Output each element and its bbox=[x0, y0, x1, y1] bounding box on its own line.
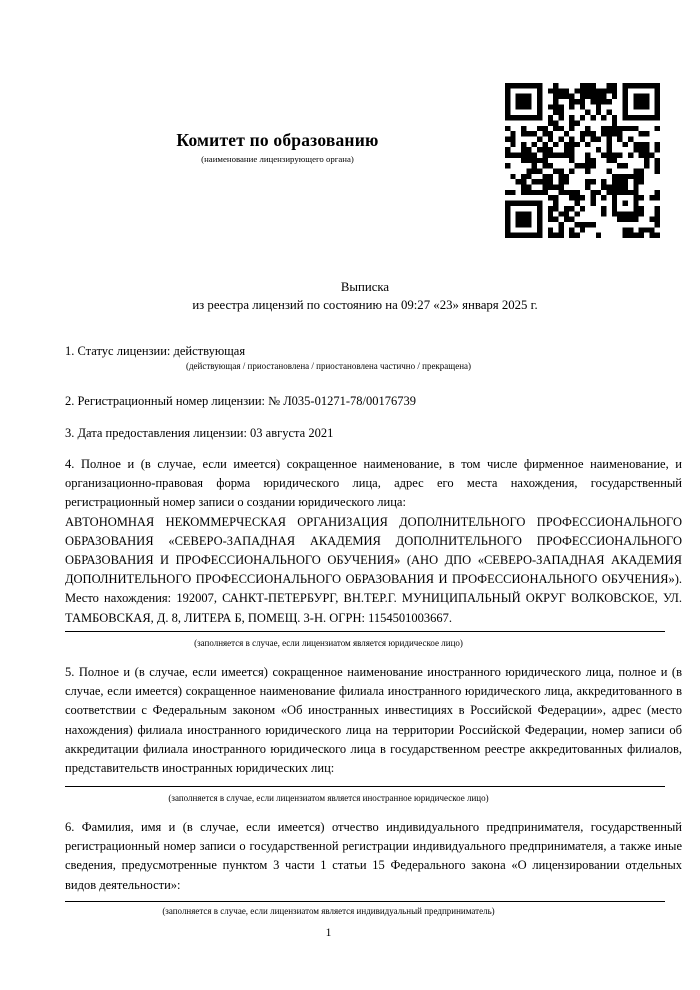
separator-line-foreign-entity bbox=[65, 786, 665, 787]
field-legal-entity bbox=[65, 455, 682, 628]
field-legal-entity-intro: 4. Полное и (в случае, если имеется) сокращенное наименование, в том числе фирменное наименование, и организационно-правовая форма юридического лица, адрес его места нахождения, государственный регистрационный номер записи о создании юридического лица: bbox=[65, 457, 682, 510]
licensing-authority-block bbox=[65, 130, 490, 164]
separator-line-individual-entrepreneur bbox=[65, 901, 665, 902]
qr-code-icon bbox=[505, 83, 660, 238]
field-legal-entity-value: АВТОНОМНАЯ НЕКОММЕРЧЕСКАЯ ОРГАНИЗАЦИЯ ДОПОЛНИТЕЛЬНОГО ПРОФЕССИОНАЛЬНОГО ОБРАЗОВАНИЯ «СЕВЕРО-ЗАПАДНАЯ АКАДЕМИЯ ДОПОЛНИТЕЛЬНОГО ПРОФЕССИОНАЛЬНОГО ОБРАЗОВАНИЯ И ПРОФЕССИОНАЛЬНОГО ОБУЧЕНИЯ» (АНО ДПО «СЕВЕРО-ЗАПАДНАЯ АКАДЕМИЯ ДОПОЛНИТЕЛЬНОГО ПРОФЕССИОНАЛЬНОГО ОБРАЗОВАНИЯ И ПРОФЕССИОНАЛЬНОГО ОБУЧЕНИЯ»). Место нахождения: 192007, САНКТ-ПЕТЕРБУРГ, ВН.ТЕР.Г. МУНИЦИПАЛЬНЫЙ ОКРУГ ВОЛКОВСКОЕ, УЛ. ТАМБОВСКАЯ, Д. 8, ЛИТЕРА Б, ПОМЕЩ. 3-Н. ОГРН: 1154501003667. bbox=[65, 514, 682, 625]
licensing-authority-caption: (наименование лицензирующего органа) bbox=[201, 154, 354, 164]
field-individual-entrepreneur: 6. Фамилия, имя и (в случае, если имеется) отчество индивидуального предпринимателя, государственный регистрационный номер записи о государственной регистрации индивидуального предпринимателя, а также иные сведения, предусмотренные пунктом 3 части 1 статьи 15 Федерального закона «О лицензировании отдельных видов деятельности»: bbox=[65, 820, 682, 892]
field-foreign-entity-note: (заполняется в случае, если лицензиатом является иностранное юридическое лицо) bbox=[168, 793, 489, 803]
document-title-line2: из реестра лицензий по состоянию на 09:27 «23» января 2025 г. bbox=[192, 297, 538, 312]
field-individual-entrepreneur-note: (заполняется в случае, если лицензиатом является индивидуальный предприниматель) bbox=[162, 906, 495, 916]
separator-line-legal-entity bbox=[65, 631, 665, 632]
field-legal-entity-note: (заполняется в случае, если лицензиатом является юридическое лицо) bbox=[194, 638, 463, 648]
field-grant-date: 3. Дата предоставления лицензии: 03 августа 2021 bbox=[65, 426, 334, 440]
page-number: 1 bbox=[325, 927, 332, 939]
field-license-status-note: (действующая / приостановлена / приостановлена частично / прекращена) bbox=[185, 361, 472, 371]
document-title bbox=[65, 279, 665, 314]
field-license-status: 1. Статус лицензии: действующая bbox=[65, 344, 246, 358]
field-foreign-entity: 5. Полное и (в случае, если имеется) сокращенное наименование иностранного юридического лица, полное и (в случае, если имеется) сокращенное наименование филиала иностранного юридического лица, аккредитованного в соответствии с Федеральным законом «Об иностранных инвестициях в Российской Федерации», адрес (место нахождения) филиала иностранного юридического лица на территории Российской Федерации, номер записи об аккредитации филиала иностранного юридического лица в государственном реестре аккредитованных филиалов, представительств иностранных юридических лиц: bbox=[65, 665, 682, 776]
document-title-line1: Выписка bbox=[340, 280, 390, 294]
licensing-authority-name: Комитет по образованию bbox=[176, 130, 379, 150]
field-registration-number: 2. Регистрационный номер лицензии: № Л035-01271-78/00176739 bbox=[65, 394, 416, 408]
